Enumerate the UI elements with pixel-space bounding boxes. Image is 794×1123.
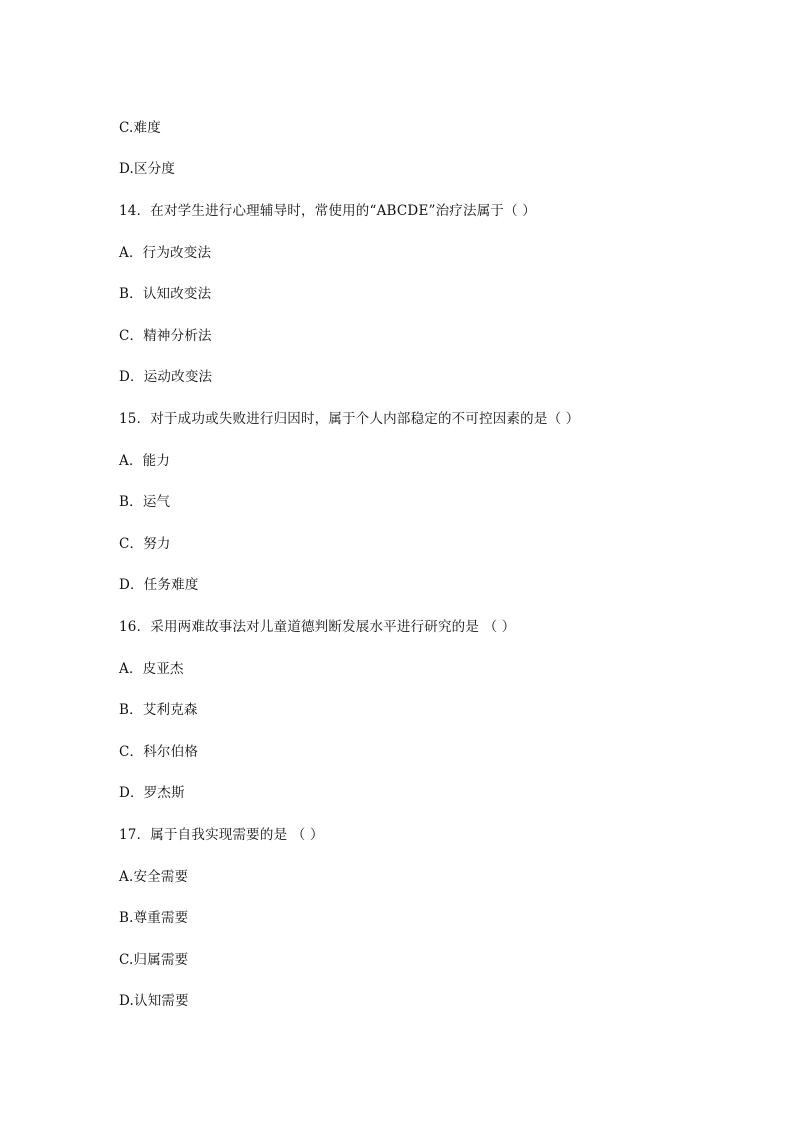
option-b-q16: B．艾利克森	[119, 702, 198, 718]
option-c-q15: C．努力	[119, 536, 171, 552]
question-14: 14．在对学生进行心理辅导时，常使用的“ABCDE”治疗法属于（ ）	[119, 203, 537, 219]
option-c-q16: C．科尔伯格	[119, 744, 199, 760]
question-16: 16．采用两难故事法对儿童道德判断发展水平进行研究的是 （ ）	[119, 619, 516, 635]
option-c-q14: C．精神分析法	[119, 328, 212, 344]
question-15: 15．对于成功或失败进行归因时，属于个人内部稳定的不可控因素的是（ ）	[119, 411, 580, 427]
option-c-q13: C.难度	[119, 120, 161, 136]
option-a-q14: A．行为改变法	[119, 245, 212, 261]
option-b-q17: B.尊重需要	[119, 910, 189, 926]
option-c-q17: C.归属需要	[119, 952, 189, 968]
option-a-q17: A.安全需要	[119, 869, 189, 885]
option-b-q14: B．认知改变法	[119, 286, 212, 302]
option-d-q15: D．任务难度	[119, 577, 199, 593]
option-a-q15: A．能力	[119, 453, 171, 469]
option-b-q15: B．运气	[119, 494, 171, 510]
option-d-q17: D.认知需要	[119, 993, 189, 1009]
option-a-q16: A．皮亚杰	[119, 661, 184, 677]
option-d-q16: D．罗杰斯	[119, 785, 185, 801]
question-17: 17．属于自我实现需要的是 （ ）	[119, 827, 324, 843]
option-d-q13: D.区分度	[119, 161, 176, 177]
option-d-q14: D．运动改变法	[119, 369, 213, 385]
